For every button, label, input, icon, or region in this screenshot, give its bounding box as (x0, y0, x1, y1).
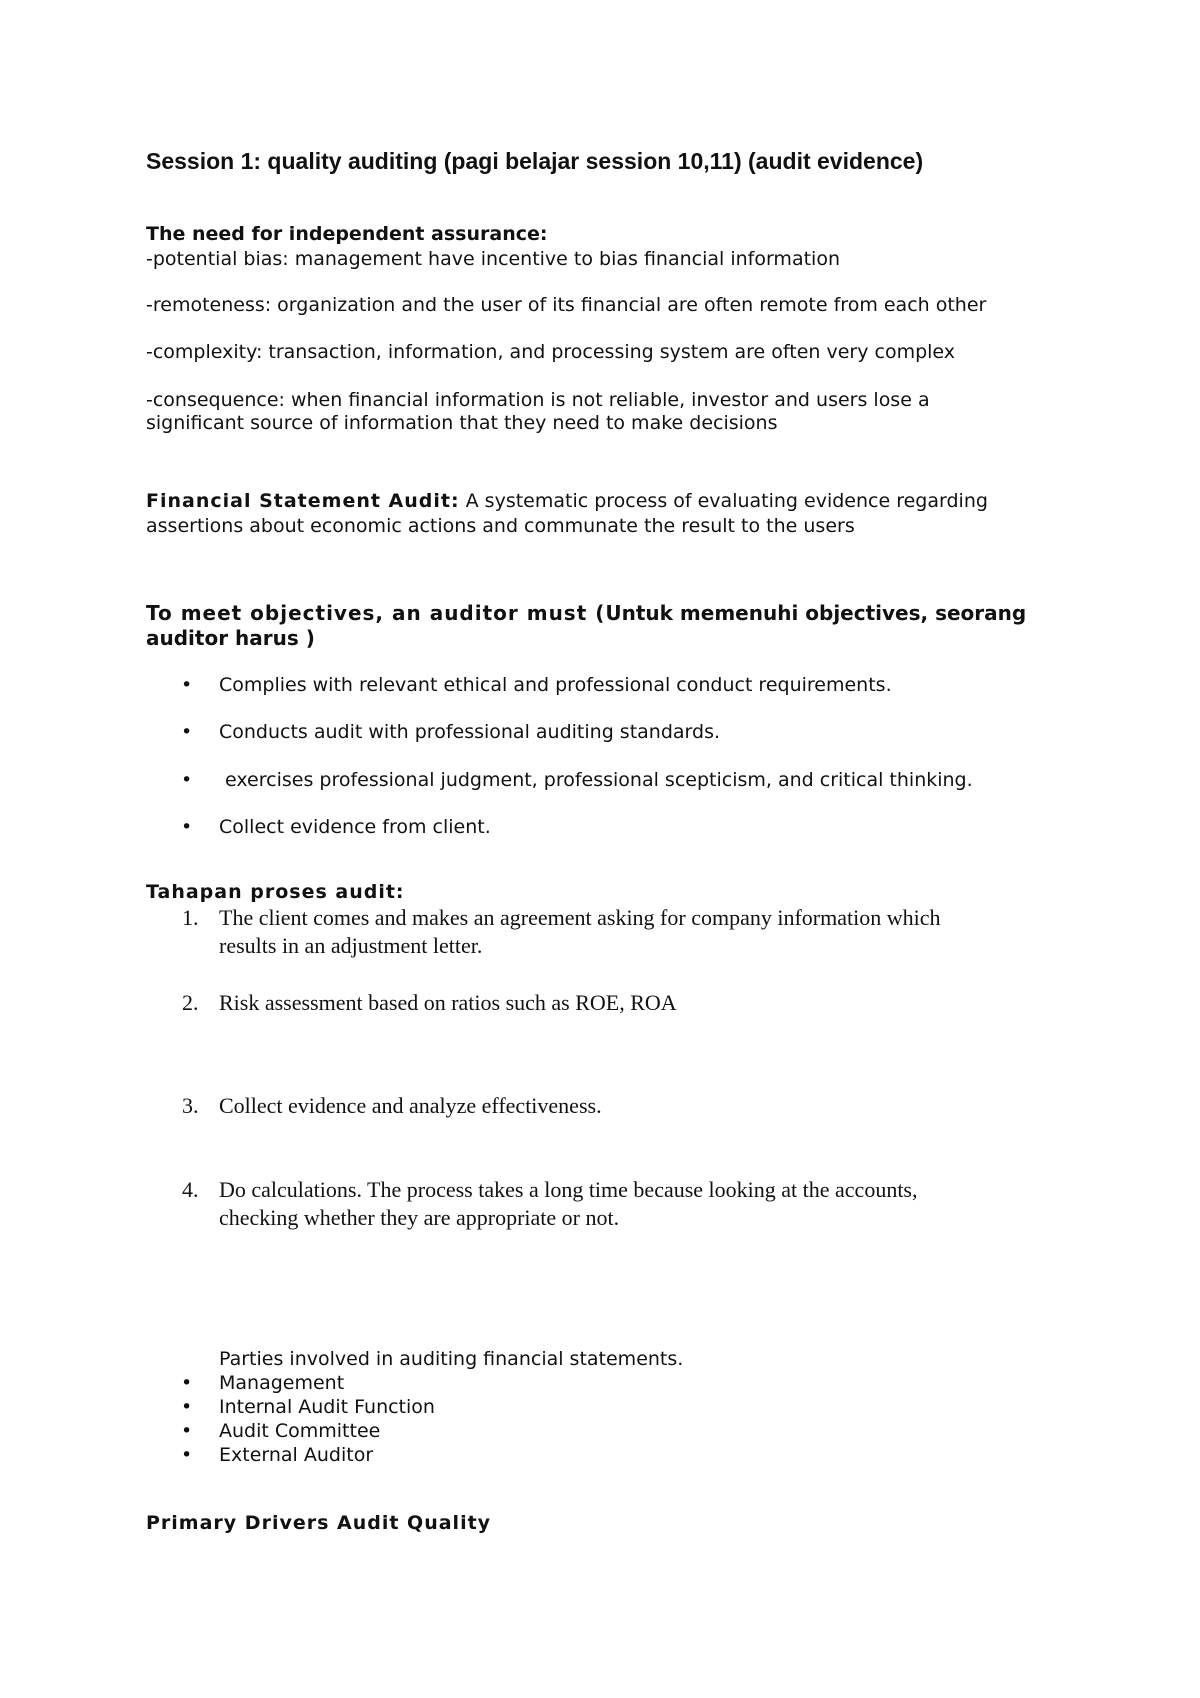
step-number: 4. (182, 1177, 199, 1202)
step-1-line1: The client comes and makes an agreement asking for company information which (219, 905, 941, 930)
need-item-consequence-cont: significant source of information that they need to make decisions (146, 412, 778, 434)
fsa-label: Financial Statement Audit: (146, 490, 460, 512)
step-4-line2: checking whether they are appropriate or not. (219, 1205, 620, 1230)
bullet-glyph: • (181, 721, 193, 743)
bullet-glyph: • (181, 674, 193, 696)
parties-intro: Parties involved in auditing financial statements. (219, 1348, 684, 1370)
objectives-heading-cont: auditor harus ) (146, 626, 315, 650)
need-item-bias: -potential bias: management have incentive to bias financial information (146, 248, 840, 270)
objectives-heading-b: Untuk memenuhi objectives, seorang (605, 601, 1027, 625)
objectives-heading (146, 601, 1026, 625)
bullet-glyph: • (181, 1396, 193, 1418)
drivers-heading: Primary Drivers Audit Quality (146, 1512, 492, 1534)
page-title: Session 1: quality auditing (pagi belajar session 10,11) (audit evidence) (146, 148, 924, 174)
step-3-line1: Collect evidence and analyze effectiveness. (219, 1093, 602, 1118)
fsa-paragraph (146, 490, 988, 512)
party-item: Management (219, 1372, 345, 1394)
objective-bullet-2: Conducts audit with professional auditing standards. (219, 721, 721, 743)
party-item: Audit Committee (219, 1420, 381, 1442)
party-item: Internal Audit Function (219, 1396, 435, 1418)
need-item-complexity: -complexity: transaction, information, and processing system are often very complex (146, 341, 956, 363)
objective-bullet-3: exercises professional judgment, professional scepticism, and critical thinking. (219, 769, 973, 791)
step-number: 3. (182, 1093, 199, 1118)
step-number: 1. (182, 905, 199, 930)
objectives-heading-a: To meet objectives, an auditor must ( (146, 601, 606, 625)
step-1-line2: results in an adjustment letter. (219, 933, 483, 958)
bullet-glyph: • (181, 1372, 193, 1394)
fsa-line2: assertions about economic actions and communate the result to the users (146, 515, 855, 537)
bullet-glyph: • (181, 816, 193, 838)
objective-bullet-4: Collect evidence from client. (219, 816, 491, 838)
bullet-glyph: • (181, 769, 193, 791)
fsa-line1: A systematic process of evaluating evidence regarding (459, 490, 988, 512)
step-2-line1: Risk assessment based on ratios such as ROE, ROA (219, 990, 677, 1015)
party-item: External Auditor (219, 1444, 374, 1466)
bullet-glyph: • (181, 1444, 193, 1466)
bullet-glyph: • (181, 1420, 193, 1442)
need-item-consequence: -consequence: when financial information is not reliable, investor and users lose a (146, 389, 930, 411)
objective-bullet-1: Complies with relevant ethical and professional conduct requirements. (219, 674, 892, 696)
tahapan-heading: Tahapan proses audit: (146, 881, 405, 903)
step-number: 2. (182, 990, 199, 1015)
step-4-line1: Do calculations. The process takes a long time because looking at the accounts, (219, 1177, 918, 1202)
need-item-remoteness: -remoteness: organization and the user of its financial are often remote from each other (146, 294, 987, 316)
need-heading: The need for independent assurance: (146, 223, 548, 245)
